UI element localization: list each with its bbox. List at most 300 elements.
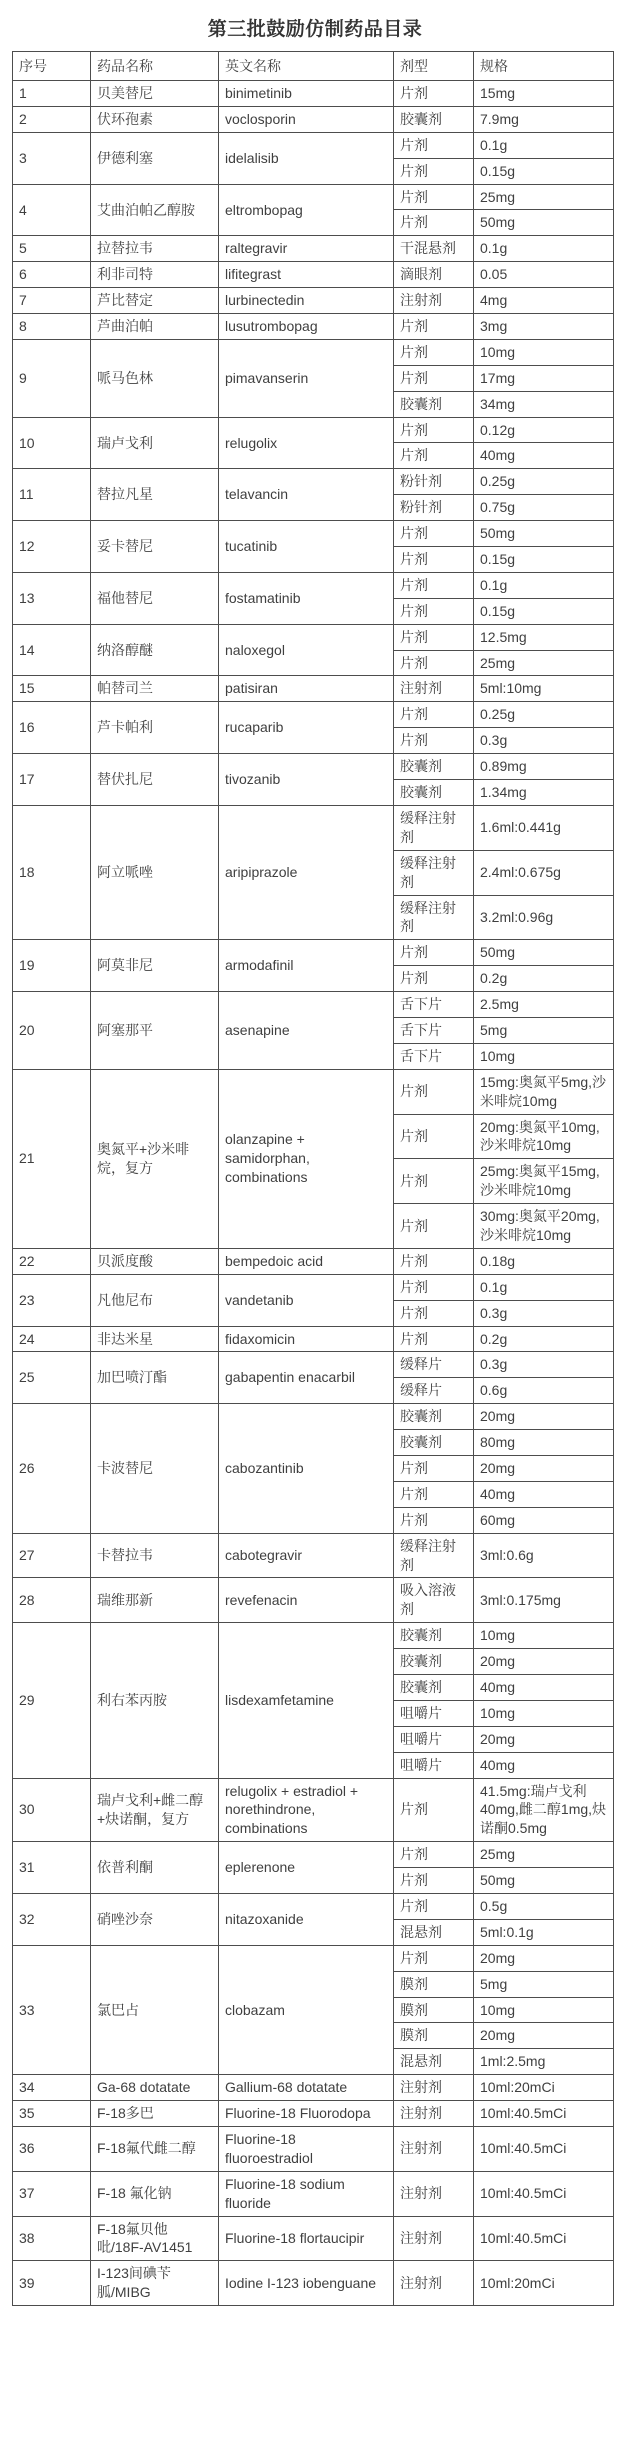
spec-cell: 25mg (474, 1842, 614, 1868)
spec-cell: 10ml:40.5mCi (474, 2101, 614, 2127)
dosage-form-cell: 片剂 (394, 417, 474, 443)
row-number-cell: 36 (13, 2127, 91, 2172)
drug-name-cell: 非达米星 (91, 1326, 219, 1352)
english-name-cell: vandetanib (219, 1274, 394, 1326)
dosage-form-cell: 片剂 (394, 210, 474, 236)
dosage-form-cell: 缓释片 (394, 1352, 474, 1378)
table-row (13, 624, 614, 650)
spec-cell: 41.5mg:瑞卢戈利40mg,雌二醇1mg,炔诺酮0.5mg (474, 1778, 614, 1842)
dosage-form-cell: 片剂 (394, 624, 474, 650)
spec-cell: 1ml:2.5mg (474, 2049, 614, 2075)
header-dosage-form: 剂型 (394, 52, 474, 81)
dosage-form-cell: 咀嚼片 (394, 1752, 474, 1778)
dosage-form-cell: 胶囊剂 (394, 1404, 474, 1430)
spec-cell: 25mg:奥氮平15mg,沙米啡烷10mg (474, 1159, 614, 1204)
dosage-form-cell: 片剂 (394, 1069, 474, 1114)
spec-cell: 10ml:40.5mCi (474, 2171, 614, 2216)
row-number-cell: 10 (13, 417, 91, 469)
table-row (13, 314, 614, 340)
english-name-cell: Iodine I-123 iobenguane (219, 2261, 394, 2306)
row-number-cell: 38 (13, 2216, 91, 2261)
spec-cell: 3.2ml:0.96g (474, 895, 614, 940)
table-row (13, 262, 614, 288)
drug-name-cell: 氯巴占 (91, 1945, 219, 2074)
table-row (13, 702, 614, 728)
spec-cell: 17mg (474, 365, 614, 391)
drug-name-cell: 阿立哌唑 (91, 805, 219, 939)
dosage-form-cell: 粉针剂 (394, 495, 474, 521)
dosage-form-cell: 片剂 (394, 940, 474, 966)
dosage-form-cell: 片剂 (394, 650, 474, 676)
dosage-form-cell: 片剂 (394, 521, 474, 547)
page (0, 14, 630, 2330)
english-name-cell: relugolix + estradiol + norethindrone, combinations (219, 1778, 394, 1842)
table-row (13, 417, 614, 443)
row-number-cell: 1 (13, 81, 91, 107)
header-english-name: 英文名称 (219, 52, 394, 81)
row-number-cell: 13 (13, 572, 91, 624)
drug-name-cell: 瑞卢戈利+雌二醇+炔诺酮，复方 (91, 1778, 219, 1842)
spec-cell: 0.05 (474, 262, 614, 288)
table-row (13, 2171, 614, 2216)
drug-catalog-table (12, 51, 614, 2306)
drug-name-cell: 阿莫非尼 (91, 940, 219, 992)
drug-name-cell: 卡波替尼 (91, 1404, 219, 1533)
dosage-form-cell: 片剂 (394, 1868, 474, 1894)
spec-cell: 0.3g (474, 1300, 614, 1326)
drug-name-cell: 芦卡帕利 (91, 702, 219, 754)
english-name-cell: patisiran (219, 676, 394, 702)
dosage-form-cell: 片剂 (394, 1945, 474, 1971)
spec-cell: 15mg:奥氮平5mg,沙米啡烷10mg (474, 1069, 614, 1114)
dosage-form-cell: 片剂 (394, 1842, 474, 1868)
table-row (13, 1623, 614, 1649)
dosage-form-cell: 吸入溶液剂 (394, 1578, 474, 1623)
dosage-form-cell: 注射剂 (394, 2216, 474, 2261)
table-row (13, 1533, 614, 1578)
dosage-form-cell: 胶囊剂 (394, 780, 474, 806)
table-row (13, 805, 614, 850)
dosage-form-cell: 片剂 (394, 314, 474, 340)
drug-name-cell: 替拉凡星 (91, 469, 219, 521)
spec-cell: 4mg (474, 288, 614, 314)
drug-name-cell: F-18多巴 (91, 2101, 219, 2127)
table-row (13, 2261, 614, 2306)
spec-cell: 0.1g (474, 236, 614, 262)
spec-cell: 20mg (474, 1945, 614, 1971)
spec-cell: 0.6g (474, 1378, 614, 1404)
english-name-cell: tivozanib (219, 754, 394, 806)
drug-name-cell: 妥卡替尼 (91, 521, 219, 573)
table-row (13, 469, 614, 495)
dosage-form-cell: 舌下片 (394, 1043, 474, 1069)
row-number-cell: 35 (13, 2101, 91, 2127)
row-number-cell: 21 (13, 1069, 91, 1248)
table-row (13, 1404, 614, 1430)
spec-cell: 20mg (474, 1455, 614, 1481)
dosage-form-cell: 片剂 (394, 1248, 474, 1274)
row-number-cell: 28 (13, 1578, 91, 1623)
english-name-cell: Fluorine-18 Fluorodopa (219, 2101, 394, 2127)
dosage-form-cell: 咀嚼片 (394, 1726, 474, 1752)
table-row (13, 1274, 614, 1300)
spec-cell: 0.2g (474, 1326, 614, 1352)
english-name-cell: olanzapine + samidorphan, combinations (219, 1069, 394, 1248)
spec-cell: 0.1g (474, 132, 614, 158)
dosage-form-cell: 胶囊剂 (394, 1430, 474, 1456)
english-name-cell: Fluorine-18 sodium fluoride (219, 2171, 394, 2216)
row-number-cell: 30 (13, 1778, 91, 1842)
drug-name-cell: 贝派度酸 (91, 1248, 219, 1274)
spec-cell: 25mg (474, 184, 614, 210)
dosage-form-cell: 干混悬剂 (394, 236, 474, 262)
english-name-cell: cabozantinib (219, 1404, 394, 1533)
spec-cell: 34mg (474, 391, 614, 417)
spec-cell: 12.5mg (474, 624, 614, 650)
drug-name-cell: 芦曲泊帕 (91, 314, 219, 340)
dosage-form-cell: 缓释片 (394, 1378, 474, 1404)
spec-cell: 10mg (474, 1623, 614, 1649)
row-number-cell: 9 (13, 339, 91, 417)
english-name-cell: fostamatinib (219, 572, 394, 624)
drug-name-cell: 奥氮平+沙米啡烷，复方 (91, 1069, 219, 1248)
english-name-cell: eplerenone (219, 1842, 394, 1894)
dosage-form-cell: 胶囊剂 (394, 391, 474, 417)
english-name-cell: revefenacin (219, 1578, 394, 1623)
dosage-form-cell: 片剂 (394, 1455, 474, 1481)
dosage-form-cell: 咀嚼片 (394, 1700, 474, 1726)
spec-cell: 50mg (474, 1868, 614, 1894)
drug-name-cell: 艾曲泊帕乙醇胺 (91, 184, 219, 236)
spec-cell: 0.18g (474, 1248, 614, 1274)
dosage-form-cell: 片剂 (394, 339, 474, 365)
table-row (13, 184, 614, 210)
spec-cell: 20mg (474, 1404, 614, 1430)
dosage-form-cell: 混悬剂 (394, 1919, 474, 1945)
english-name-cell: eltrombopag (219, 184, 394, 236)
dosage-form-cell: 片剂 (394, 184, 474, 210)
row-number-cell: 3 (13, 132, 91, 184)
row-number-cell: 20 (13, 992, 91, 1070)
spec-cell: 10ml:40.5mCi (474, 2216, 614, 2261)
table-row (13, 339, 614, 365)
english-name-cell: asenapine (219, 992, 394, 1070)
dosage-form-cell: 膜剂 (394, 1997, 474, 2023)
table-row (13, 992, 614, 1018)
spec-cell: 1.6ml:0.441g (474, 805, 614, 850)
english-name-cell: lurbinectedin (219, 288, 394, 314)
dosage-form-cell: 注射剂 (394, 2101, 474, 2127)
drug-name-cell: 加巴喷汀酯 (91, 1352, 219, 1404)
dosage-form-cell: 片剂 (394, 158, 474, 184)
drug-name-cell: 阿塞那平 (91, 992, 219, 1070)
table-row (13, 2216, 614, 2261)
spec-cell: 0.5g (474, 1894, 614, 1920)
table-row (13, 1069, 614, 1114)
table-row (13, 1945, 614, 1971)
row-number-cell: 31 (13, 1842, 91, 1894)
english-name-cell: Fluorine-18 fluoroestradiol (219, 2127, 394, 2172)
spec-cell: 5ml:0.1g (474, 1919, 614, 1945)
row-number-cell: 34 (13, 2075, 91, 2101)
spec-cell: 50mg (474, 940, 614, 966)
dosage-form-cell: 片剂 (394, 365, 474, 391)
dosage-form-cell: 片剂 (394, 1204, 474, 1249)
dosage-form-cell: 胶囊剂 (394, 106, 474, 132)
drug-name-cell: 依普利酮 (91, 1842, 219, 1894)
header-row-number: 序号 (13, 52, 91, 81)
english-name-cell: nitazoxanide (219, 1894, 394, 1946)
table-row (13, 2127, 614, 2172)
row-number-cell: 29 (13, 1623, 91, 1778)
dosage-form-cell: 膜剂 (394, 2023, 474, 2049)
dosage-form-cell: 片剂 (394, 598, 474, 624)
spec-cell: 40mg (474, 443, 614, 469)
row-number-cell: 19 (13, 940, 91, 992)
dosage-form-cell: 片剂 (394, 572, 474, 598)
spec-cell: 60mg (474, 1507, 614, 1533)
dosage-form-cell: 滴眼剂 (394, 262, 474, 288)
table-row (13, 1778, 614, 1842)
english-name-cell: gabapentin enacarbil (219, 1352, 394, 1404)
spec-cell: 5ml:10mg (474, 676, 614, 702)
english-name-cell: aripiprazole (219, 805, 394, 939)
english-name-cell: idelalisib (219, 132, 394, 184)
english-name-cell: cabotegravir (219, 1533, 394, 1578)
spec-cell: 0.1g (474, 572, 614, 598)
drug-name-cell: 帕替司兰 (91, 676, 219, 702)
spec-cell: 15mg (474, 81, 614, 107)
dosage-form-cell: 片剂 (394, 547, 474, 573)
drug-name-cell: 贝美替尼 (91, 81, 219, 107)
dosage-form-cell: 舌下片 (394, 1017, 474, 1043)
drug-name-cell: 卡替拉韦 (91, 1533, 219, 1578)
drug-name-cell: 利非司特 (91, 262, 219, 288)
table-row (13, 106, 614, 132)
spec-cell: 10ml:20mCi (474, 2075, 614, 2101)
spec-cell: 20mg:奥氮平10mg,沙米啡烷10mg (474, 1114, 614, 1159)
dosage-form-cell: 胶囊剂 (394, 1675, 474, 1701)
spec-cell: 0.3g (474, 1352, 614, 1378)
table-row (13, 1352, 614, 1378)
dosage-form-cell: 注射剂 (394, 676, 474, 702)
dosage-form-cell: 片剂 (394, 1778, 474, 1842)
row-number-cell: 12 (13, 521, 91, 573)
dosage-form-cell: 舌下片 (394, 992, 474, 1018)
dosage-form-cell: 片剂 (394, 966, 474, 992)
spec-cell: 0.15g (474, 598, 614, 624)
spec-cell: 40mg (474, 1752, 614, 1778)
spec-cell: 20mg (474, 1649, 614, 1675)
dosage-form-cell: 缓释注射剂 (394, 895, 474, 940)
table-row (13, 2101, 614, 2127)
spec-cell: 40mg (474, 1481, 614, 1507)
drug-name-cell: F-18氟代雌二醇 (91, 2127, 219, 2172)
spec-cell: 50mg (474, 521, 614, 547)
dosage-form-cell: 膜剂 (394, 1971, 474, 1997)
dosage-form-cell: 片剂 (394, 702, 474, 728)
drug-name-cell: 拉替拉韦 (91, 236, 219, 262)
dosage-form-cell: 片剂 (394, 443, 474, 469)
english-name-cell: telavancin (219, 469, 394, 521)
table-body (13, 81, 614, 2306)
spec-cell: 10ml:40.5mCi (474, 2127, 614, 2172)
english-name-cell: bempedoic acid (219, 1248, 394, 1274)
spec-cell: 0.15g (474, 158, 614, 184)
table-row (13, 1894, 614, 1920)
drug-name-cell: I-123间碘苄胍/MIBG (91, 2261, 219, 2306)
row-number-cell: 16 (13, 702, 91, 754)
table-row (13, 572, 614, 598)
dosage-form-cell: 注射剂 (394, 2075, 474, 2101)
spec-cell: 0.12g (474, 417, 614, 443)
drug-name-cell: 哌马色林 (91, 339, 219, 417)
table-row (13, 1248, 614, 1274)
spec-cell: 3mg (474, 314, 614, 340)
row-number-cell: 39 (13, 2261, 91, 2306)
spec-cell: 1.34mg (474, 780, 614, 806)
spec-cell: 10mg (474, 1700, 614, 1726)
dosage-form-cell: 片剂 (394, 81, 474, 107)
row-number-cell: 17 (13, 754, 91, 806)
english-name-cell: relugolix (219, 417, 394, 469)
english-name-cell: clobazam (219, 1945, 394, 2074)
spec-cell: 20mg (474, 1726, 614, 1752)
row-number-cell: 15 (13, 676, 91, 702)
drug-name-cell: 纳洛醇醚 (91, 624, 219, 676)
spec-cell: 3ml:0.6g (474, 1533, 614, 1578)
spec-cell: 3ml:0.175mg (474, 1578, 614, 1623)
spec-cell: 10ml:20mCi (474, 2261, 614, 2306)
row-number-cell: 23 (13, 1274, 91, 1326)
english-name-cell: binimetinib (219, 81, 394, 107)
row-number-cell: 37 (13, 2171, 91, 2216)
dosage-form-cell: 片剂 (394, 1507, 474, 1533)
header-drug-name: 药品名称 (91, 52, 219, 81)
table-row (13, 1842, 614, 1868)
dosage-form-cell: 胶囊剂 (394, 1623, 474, 1649)
dosage-form-cell: 片剂 (394, 1481, 474, 1507)
spec-cell: 5mg (474, 1017, 614, 1043)
dosage-form-cell: 注射剂 (394, 2171, 474, 2216)
table-row (13, 81, 614, 107)
spec-cell: 0.3g (474, 728, 614, 754)
spec-cell: 30mg:奥氮平20mg,沙米啡烷10mg (474, 1204, 614, 1249)
table-row (13, 236, 614, 262)
table-row (13, 2075, 614, 2101)
spec-cell: 7.9mg (474, 106, 614, 132)
spec-cell: 0.2g (474, 966, 614, 992)
table-row (13, 1326, 614, 1352)
dosage-form-cell: 混悬剂 (394, 2049, 474, 2075)
drug-name-cell: 伊德利塞 (91, 132, 219, 184)
spec-cell: 2.4ml:0.675g (474, 850, 614, 895)
english-name-cell: fidaxomicin (219, 1326, 394, 1352)
drug-name-cell: 瑞卢戈利 (91, 417, 219, 469)
row-number-cell: 5 (13, 236, 91, 262)
spec-cell: 0.25g (474, 469, 614, 495)
spec-cell: 40mg (474, 1675, 614, 1701)
spec-cell: 0.1g (474, 1274, 614, 1300)
dosage-form-cell: 片剂 (394, 1326, 474, 1352)
dosage-form-cell: 胶囊剂 (394, 1649, 474, 1675)
spec-cell: 0.75g (474, 495, 614, 521)
drug-name-cell: 替伏扎尼 (91, 754, 219, 806)
dosage-form-cell: 片剂 (394, 1300, 474, 1326)
spec-cell: 0.25g (474, 702, 614, 728)
row-number-cell: 22 (13, 1248, 91, 1274)
row-number-cell: 25 (13, 1352, 91, 1404)
header-spec: 规格 (474, 52, 614, 81)
row-number-cell: 26 (13, 1404, 91, 1533)
spec-cell: 50mg (474, 210, 614, 236)
dosage-form-cell: 缓释注射剂 (394, 805, 474, 850)
spec-cell: 10mg (474, 1997, 614, 2023)
dosage-form-cell: 注射剂 (394, 2127, 474, 2172)
table-row (13, 288, 614, 314)
row-number-cell: 32 (13, 1894, 91, 1946)
row-number-cell: 18 (13, 805, 91, 939)
row-number-cell: 8 (13, 314, 91, 340)
dosage-form-cell: 片剂 (394, 132, 474, 158)
drug-name-cell: 福他替尼 (91, 572, 219, 624)
spec-cell: 0.89mg (474, 754, 614, 780)
spec-cell: 25mg (474, 650, 614, 676)
spec-cell: 80mg (474, 1430, 614, 1456)
row-number-cell: 27 (13, 1533, 91, 1578)
drug-name-cell: 利右苯丙胺 (91, 1623, 219, 1778)
dosage-form-cell: 片剂 (394, 1894, 474, 1920)
english-name-cell: armodafinil (219, 940, 394, 992)
english-name-cell: Fluorine-18 flortaucipir (219, 2216, 394, 2261)
english-name-cell: pimavanserin (219, 339, 394, 417)
drug-name-cell: 凡他尼布 (91, 1274, 219, 1326)
drug-name-cell: 芦比替定 (91, 288, 219, 314)
drug-name-cell: Ga-68 dotatate (91, 2075, 219, 2101)
english-name-cell: lisdexamfetamine (219, 1623, 394, 1778)
drug-name-cell: F-18 氟化钠 (91, 2171, 219, 2216)
dosage-form-cell: 缓释注射剂 (394, 850, 474, 895)
table-row (13, 940, 614, 966)
row-number-cell: 24 (13, 1326, 91, 1352)
row-number-cell: 33 (13, 1945, 91, 2074)
table-row (13, 676, 614, 702)
spec-cell: 5mg (474, 1971, 614, 1997)
bottom-spacer (0, 2306, 630, 2330)
dosage-form-cell: 缓释注射剂 (394, 1533, 474, 1578)
dosage-form-cell: 片剂 (394, 728, 474, 754)
english-name-cell: rucaparib (219, 702, 394, 754)
english-name-cell: naloxegol (219, 624, 394, 676)
english-name-cell: tucatinib (219, 521, 394, 573)
spec-cell: 10mg (474, 339, 614, 365)
drug-name-cell: F-18氟贝他吡/18F-AV1451 (91, 2216, 219, 2261)
drug-name-cell: 伏环孢素 (91, 106, 219, 132)
table-row (13, 1578, 614, 1623)
dosage-form-cell: 胶囊剂 (394, 754, 474, 780)
table-row (13, 521, 614, 547)
spec-cell: 0.15g (474, 547, 614, 573)
dosage-form-cell: 注射剂 (394, 2261, 474, 2306)
row-number-cell: 14 (13, 624, 91, 676)
page-title: 第三批鼓励仿制药品目录 (207, 19, 423, 40)
table-row (13, 754, 614, 780)
dosage-form-cell: 粉针剂 (394, 469, 474, 495)
spec-cell: 2.5mg (474, 992, 614, 1018)
row-number-cell: 7 (13, 288, 91, 314)
table-header-row (13, 52, 614, 81)
drug-name-cell: 瑞维那新 (91, 1578, 219, 1623)
